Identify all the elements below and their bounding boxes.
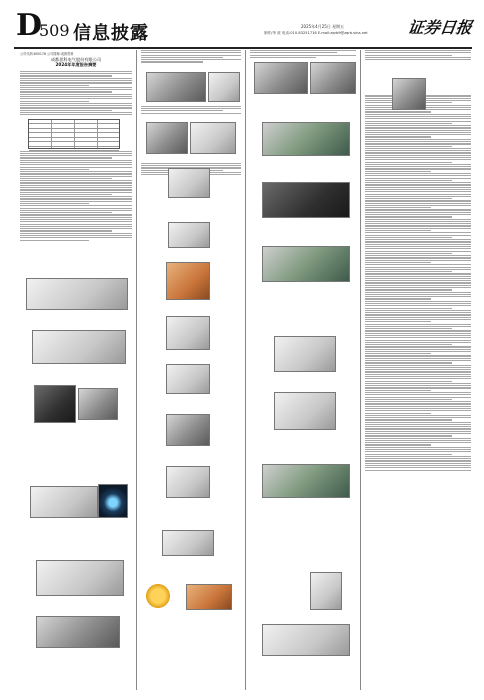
data-table (28, 119, 120, 149)
product-photo (262, 464, 350, 498)
page-letter: D (16, 8, 43, 43)
product-photo (168, 168, 210, 198)
column-divider (136, 50, 137, 690)
product-photo (36, 560, 124, 596)
product-photo (166, 316, 210, 350)
product-photo (310, 62, 356, 94)
date-line: 2025年4月25日 星期五 (301, 24, 345, 29)
page-number: 509 (39, 21, 70, 40)
product-photo (208, 72, 240, 102)
contact-line: 制作/李 波 电话:010-83251716 E-mail:zqrb9@zqrb.sina.net (264, 31, 368, 35)
product-photo (166, 414, 210, 446)
product-photo (32, 330, 126, 364)
product-photo (392, 78, 426, 110)
product-photo (36, 616, 120, 648)
product-photo (146, 72, 206, 102)
product-photo (26, 278, 128, 310)
report-title: 2024年年度报告摘要 (55, 61, 97, 67)
product-photo (78, 388, 118, 420)
company-name: 成都思科电气股份有限公司 (50, 56, 102, 62)
header-rule (14, 47, 472, 49)
stock-code-line: 公司代码:605178 公司简称:成都思科 (20, 51, 74, 56)
column-4 (365, 50, 471, 690)
product-photo (186, 584, 232, 610)
product-photo (166, 262, 210, 300)
product-photo (162, 530, 214, 556)
product-photo (190, 122, 236, 154)
product-photo (144, 582, 172, 610)
product-photo (146, 122, 188, 154)
product-photo (274, 392, 336, 430)
page-header (16, 10, 472, 46)
product-photo (262, 182, 350, 218)
product-photo (34, 385, 76, 423)
column-divider (245, 50, 246, 690)
article-text-block (20, 71, 132, 116)
article-text-block (20, 151, 132, 241)
product-photo (166, 466, 210, 498)
column-divider (360, 50, 361, 690)
product-photo (166, 364, 210, 394)
product-photo (30, 486, 98, 518)
product-photo (262, 122, 350, 156)
newspaper-logo: 证券日报 (406, 18, 474, 37)
product-photo (168, 222, 210, 248)
product-photo (310, 572, 342, 610)
product-photo (98, 484, 128, 518)
product-photo (262, 246, 350, 282)
product-photo (262, 624, 350, 656)
section-title: 信息披露 (73, 23, 149, 44)
product-photo (274, 336, 336, 372)
product-photo (254, 62, 308, 94)
